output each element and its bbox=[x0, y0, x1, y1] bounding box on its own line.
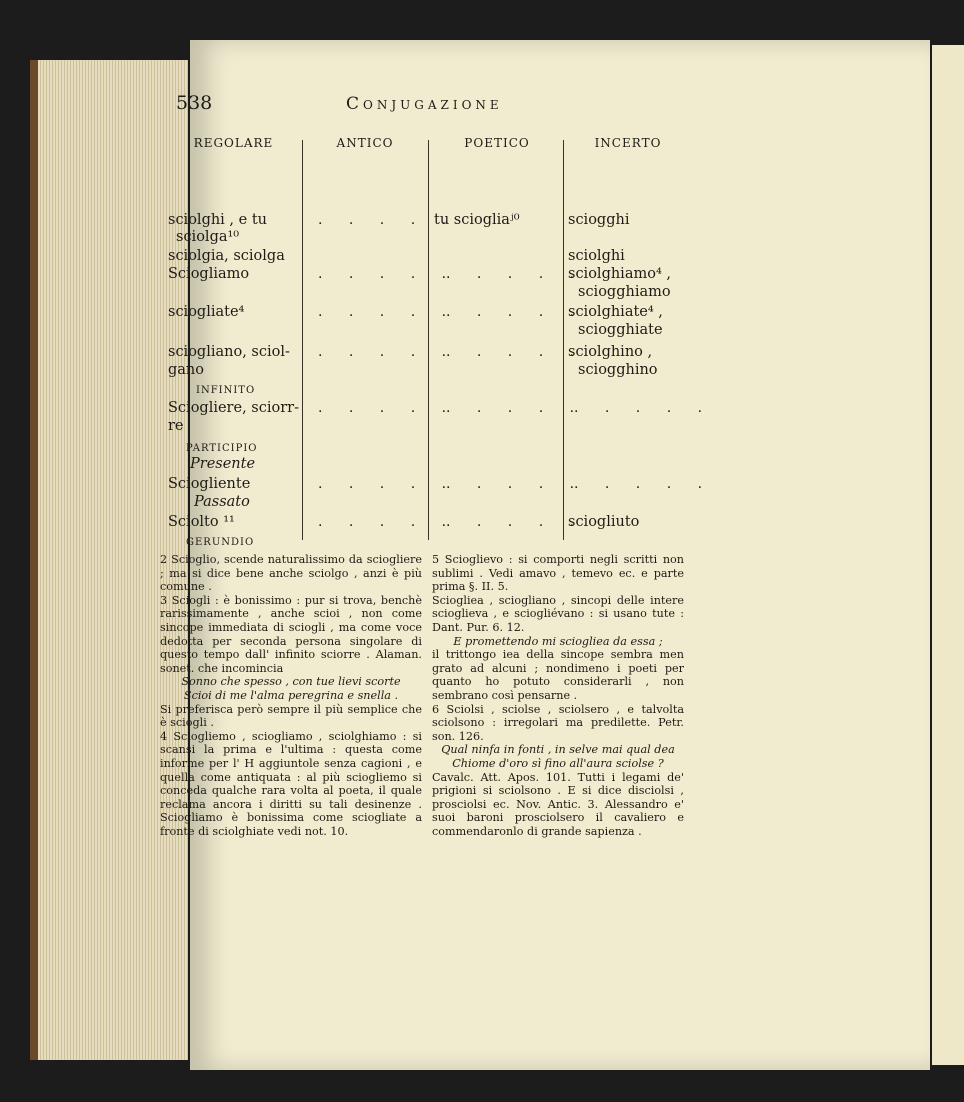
table-cell: gano bbox=[168, 362, 204, 378]
table-cell: sciogghino bbox=[578, 362, 658, 378]
table-cell: Sciogliente bbox=[168, 476, 251, 492]
table-cell: Sciogliere, sciorr- bbox=[168, 400, 299, 416]
table-cell: sciolghi bbox=[568, 248, 625, 264]
footnote: Sciogliea , sciogliano , sincopi delle intere scioglieva , e sciogliévano : si usano tute : Dant. Pur. 6. 12. bbox=[432, 593, 684, 634]
quote-line: Qual ninfa in fonti , in selve mai qual dea bbox=[441, 743, 675, 757]
column-header: REGOLARE bbox=[193, 136, 274, 150]
dots: . . . . . bbox=[574, 476, 714, 492]
table-cell: sciogliano, sciol- bbox=[168, 344, 290, 360]
dots: . . . . . bbox=[318, 212, 458, 228]
footnotes-right bbox=[432, 553, 684, 838]
subsection-heading: Passato bbox=[194, 494, 250, 510]
section-heading: PARTICIPIO bbox=[186, 443, 258, 454]
running-title: Conjugazione bbox=[346, 94, 503, 114]
footnote: il trittongo iea della sincope sembra men grato ad alcuni ; nondimeno i poeti per quanto ho potuto considerarli , non sembrano così pensarne . bbox=[432, 648, 684, 702]
quote-line: Scioi di me l'alma peregrina e snella . bbox=[183, 688, 399, 702]
dots: . . . . . bbox=[446, 476, 586, 492]
section-heading: INFINITO bbox=[196, 385, 256, 396]
footnote: 2 Scioglio, scende naturalissimo da sciogliere ; ma si dice bene anche sciolgo , anzi è più comune . bbox=[160, 553, 422, 594]
table-cell: Sciolto ¹¹ bbox=[168, 514, 235, 530]
table-cell: sciogliate⁴ bbox=[168, 304, 245, 320]
table-cell: sciolghi , e tu bbox=[168, 212, 268, 228]
footnote: Cavalc. Att. Apos. 101. Tutti i legami de' prigioni si sciolsono . E si dice disciolsi , prosciolsi ec. Nov. Antic. 3. Alessandro e' suoi baroni prosciolsero il cavaliero e commendaronlo di grande sapienza . bbox=[432, 770, 684, 838]
column-header: INCERTO bbox=[594, 136, 662, 150]
table-cell: sciogghiamo bbox=[578, 284, 671, 300]
dots: . . . . . bbox=[318, 514, 458, 530]
dots: . . . . . bbox=[318, 304, 458, 320]
quote-line: Chiome d'oro sì fino all'aura sciolse ? bbox=[452, 756, 664, 770]
subsection-heading: Presente bbox=[190, 456, 256, 472]
footnote: 3 Sciogli : è bonissimo : pur si trova, benchè rarissimamente , anche scioi , non come sincope immediata di sciogli , ma come voce dedotta per seconda persona singolare di questo tempo dall' infinito sciorre . Alaman. sonet. che incomincia bbox=[160, 593, 422, 675]
conjugation-table bbox=[166, 132, 714, 548]
dots: . . . . . bbox=[446, 344, 586, 360]
column-header: ANTICO bbox=[336, 136, 394, 150]
dots: . . . . . bbox=[446, 266, 586, 282]
dots: . . . . . bbox=[446, 304, 586, 320]
column-header: POETICO bbox=[464, 136, 530, 150]
facing-page-edge bbox=[932, 45, 964, 1065]
footnotes-left bbox=[160, 553, 422, 838]
table-cell: sciogghi bbox=[568, 212, 630, 228]
dots: . . . . . bbox=[574, 400, 714, 416]
quote-line: Sonno che spesso , con tue lievi scorte bbox=[181, 675, 401, 689]
table-cell: sciolghiamo⁴ , bbox=[568, 266, 671, 282]
footnote: 4 Sciogliemo , sciogliamo , sciolghiamo : si scansi la prima e l'ultima : questa come informe per l' H aggiuntole senza cagioni , e quella come antiquata : al più sciogliemo si conceda qualche rara volta al poeta, il quale reclama ancora i diritti su tali desinenze . Sciogliamo è bonissima come sciogliate a fronte di sciolghiate vedi not. 10. bbox=[160, 729, 422, 838]
table-cell: sciogliuto bbox=[568, 514, 640, 530]
dots: . . . . . bbox=[446, 400, 586, 416]
quote-line: E promettendo mi sciogliea da essa ; bbox=[453, 634, 663, 648]
table-cell: sciolgia, sciolga bbox=[168, 248, 285, 264]
footnote: Si preferisca però sempre il più semplice che è sciogli . bbox=[160, 702, 422, 730]
table-cell: sciolga¹⁰ bbox=[176, 229, 240, 245]
table-cell: sciolghiate⁴ , bbox=[568, 304, 663, 320]
footnote: 6 Sciolsi , sciolse , sciolsero , e talvolta sciolsono : irregolari ma predilette. Petr. son. 126. bbox=[432, 702, 684, 743]
table-cell: tu sciogliaʲ⁰ bbox=[434, 212, 520, 228]
table-cell: sciolghino , bbox=[568, 344, 653, 360]
table-cell: Sciogliamo bbox=[168, 266, 250, 282]
column-incerto bbox=[566, 132, 714, 542]
column-regolare bbox=[166, 132, 301, 548]
dots: . . . . . bbox=[318, 344, 458, 360]
dots: . . . . . bbox=[318, 400, 458, 416]
section-heading: GERUNDIO bbox=[186, 537, 255, 548]
dots: . . . . . bbox=[446, 514, 586, 530]
column-poetico bbox=[432, 132, 586, 542]
table-cell: sciogghiate bbox=[578, 322, 663, 338]
dots: . . . . . bbox=[318, 476, 458, 492]
table-cell: re bbox=[168, 418, 184, 434]
column-antico bbox=[304, 132, 458, 542]
dots: . . . . . bbox=[318, 266, 458, 282]
footnote: 5 Scioglievo : si comporti negli scritti non sublimi . Vedi amavo , temevo ec. e parte prima §. II. 5. bbox=[432, 553, 684, 594]
page-number: 538 bbox=[176, 92, 213, 114]
